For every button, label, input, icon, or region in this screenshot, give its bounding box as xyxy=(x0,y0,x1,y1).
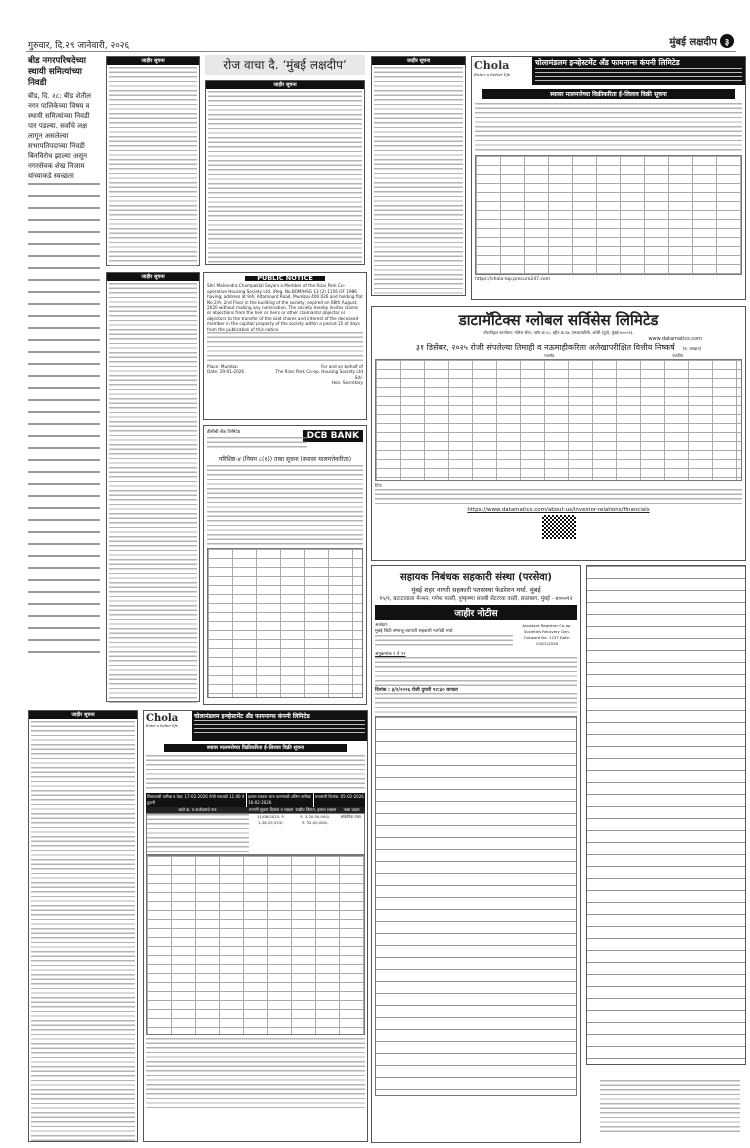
dcb-logo: DCB BANK xyxy=(303,430,363,442)
notice-2 xyxy=(106,272,200,702)
datamatics-title: ३१ डिसेंबर, २०२५ रोजी संपलेल्या तिमाही व नऊमाहीकरिता अलेखापरीक्षित वित्तीय निष्कर्ष xyxy=(415,343,675,352)
chola-address xyxy=(535,68,742,82)
issue-date: गुरुवार, दि.२९ जानेवारी, २०२६ xyxy=(28,41,130,51)
article-headline: बीड नगरपरिषदेच्या स्थायी समित्यांच्या निवडी xyxy=(28,56,86,88)
page-number: ३ xyxy=(720,34,734,48)
notice-date: Date: 29-01-2026 xyxy=(207,369,245,375)
col-reserve: राखीव किंमत, इसारा रक्कम xyxy=(295,807,337,812)
notice-1 xyxy=(106,56,200,266)
datamatics-web: www.datamatics.com xyxy=(648,336,702,342)
chola-logo-text: Chola xyxy=(474,59,510,72)
respondents-table xyxy=(375,716,577,1096)
chola-logo xyxy=(472,57,532,85)
serial-range: अनुक्रमांक १ ते ९९ xyxy=(375,652,406,657)
sahayak-nibandhak-notice xyxy=(371,565,581,1143)
notice-for: For and on behalf of xyxy=(320,364,363,370)
datamatics-address: नोंदणीकृत कार्यालय: नॉलेज सेंटर, प्लॉट क्र.५८, स्ट्रीट क्र.१७, एमआयडीसी, अंधेरी (पूर्व), मुंबई-४०००९३. xyxy=(483,330,634,335)
chola-tagline: Enter a better life xyxy=(146,724,178,728)
notice-body xyxy=(374,67,463,297)
notice-society: The Rizvi Park Co-op. Housing Society Ltd xyxy=(275,369,363,375)
auction-date: लिलावाची तारीख व वेळ: 17-02-2026 रोजी सकाळी 11.00 ते दुपारी xyxy=(147,794,245,805)
notice-secretary: Hon. Secretary xyxy=(331,380,363,386)
public-notice-more xyxy=(207,332,363,362)
respondents-table-continued xyxy=(586,565,746,1065)
dcb-bank-name: डीसीबी बँक लिमिटेड xyxy=(207,430,241,435)
applicant-name: मुंबई सिटी संभाजू व्यापारी सहकारी पतपेढी मर्या. xyxy=(375,629,454,634)
chola-company: चोलामंडलम इन्व्हेस्टमेंट अँड फायनान्स कंपनी लिमिटेड xyxy=(535,58,680,67)
notice-title: जाहीर सूचना xyxy=(206,81,364,89)
sahayak-body-2 xyxy=(375,693,577,713)
notice-body xyxy=(109,67,197,267)
sahayak-title: सहायक निबंधक सहकारी संस्था (परसेवा) xyxy=(399,572,553,583)
chola-url: https://chola-lap.procure247.com xyxy=(475,277,550,282)
notice-title: जाहीर सूचना xyxy=(107,273,199,281)
signature-block xyxy=(600,1080,740,1135)
public-notice-title: PUBLIC NOTICE xyxy=(245,276,325,281)
chola-auction-notice-bottom xyxy=(143,710,368,1142)
article-lead: बीड, दि. २८: बीड शेतील नगर पालिकेच्या विषय व स्थायी समित्यांच्या निवडी पार पडल्या. सर्वांचे लक्ष लागून असलेल्या सभापतिपदाच्या निवडी बिनविरोध झाल्या असून नगरसेवक शेख निजाम यांच्याकडे स्वच्छता xyxy=(28,92,91,180)
notice-place: Place: Mumbai xyxy=(207,364,238,370)
notice-body xyxy=(31,721,135,1141)
col-possession: ताबा प्रकार xyxy=(343,807,360,812)
public-notice-body: Shri Mahendra Champaklal Sayani a Member of the Rizvi Park Co-operative Housing Society Ltd. (Reg. No.BOM/HSG 13 (2) 1156 OF 1986 having, address at 9/A, Altamount Road, Mumbai 400 026 and holding flat No 2/A, 2nd Floor in the building of the society, expired on 08th August, 2020 without making any nomination. The society hereby invites claims or objections from the heir or heirs or other claimants/ objector or objectors to the transfer of the said shares and interest of the deceased member in the capital/ property of the society within a period 15 of days from the publication of this notice. xyxy=(207,283,363,332)
chola-body xyxy=(146,755,365,791)
row-demand: 11/08/2025, रु. 2,36,25,533/- xyxy=(257,814,285,825)
notice-title: जाहीर सूचना xyxy=(107,57,199,65)
datamatics-results xyxy=(371,306,746,561)
datamatics-company: डाटामॅटिक्स ग्लोबल सर्विसेस लिमिटेड xyxy=(458,311,659,329)
reference-stamp: Assistant Registrar Co-op. Societies Recovery Gen. Outward No: 1747 Date: 20/01/2026 xyxy=(522,623,572,646)
datamatics-unit: (रु. लाखात) xyxy=(682,346,702,351)
datamatics-note-label: टिप: xyxy=(375,484,383,489)
article-body xyxy=(28,183,100,653)
chola-auction-notice-top xyxy=(471,56,746,300)
chola-table-more xyxy=(146,855,365,1035)
sahayak-body xyxy=(375,657,577,687)
dcb-body xyxy=(207,465,363,545)
chola-logo xyxy=(144,711,192,741)
paper-name: मुंबई लक्षदीप xyxy=(669,37,717,48)
sahayak-address: १५/१, बटाटावाला मेन्शन, गणेश गल्ली, पुष्कृष्णा शास्त्री सेंटरच्या वस्ती, लालबाग, मुंबई - ४०००१२ xyxy=(379,596,573,602)
chola-company: चोलामंडलम इन्व्हेस्टमेंट अँड फायनान्स कंपनी लिमिटेड xyxy=(194,713,310,720)
col-account: खाते क्र. व कर्जदाराचे नाव xyxy=(178,807,217,812)
applicant-label: अर्जदार xyxy=(375,623,388,628)
public-notice xyxy=(203,272,367,420)
header-rule xyxy=(26,51,736,52)
chola-logo-text: Chola xyxy=(146,713,179,724)
notice-3 xyxy=(205,80,365,265)
chola-notice-title: स्थावर मालमत्तेच्या विक्रीकरिता ई-लिलाव विक्री सूचना xyxy=(482,89,735,99)
dcb-table xyxy=(207,548,363,698)
applicant-address xyxy=(375,635,513,649)
qr-code xyxy=(542,515,576,539)
notice-4 xyxy=(371,56,466,296)
masthead xyxy=(669,34,734,48)
row-account xyxy=(147,814,249,854)
chola-notice-title: स्थावर मालमत्तेच्या विक्रीकरिता ई-लिलाव विक्री सूचना xyxy=(164,744,347,752)
inspection-date: तपासणी दिनांक: 05-02-2026 xyxy=(313,793,365,807)
row-emd: रु. 32,00,000/- xyxy=(301,820,329,825)
notice-5 xyxy=(28,710,138,1142)
col-demand: मागणी सूचना दिनांक व रक्कम xyxy=(249,807,294,812)
sahayak-sub: मुंबई शहर नागरी सहकारी पतसंस्था फेडरेशन मर्या. मुंबई xyxy=(411,586,541,594)
notice-body xyxy=(208,91,362,266)
dcb-address xyxy=(207,437,307,451)
datamatics-table xyxy=(375,359,742,481)
notice-body xyxy=(109,283,197,703)
dcb-bank-notice xyxy=(203,425,367,705)
row-possession: सांकेतिक ताबा xyxy=(340,814,361,819)
chola-table xyxy=(475,155,742,275)
chola-body xyxy=(475,103,742,153)
chola-footer xyxy=(146,1038,365,1108)
news-article xyxy=(28,56,100,696)
datamatics-notes xyxy=(375,489,742,507)
chola-address xyxy=(194,720,365,736)
col-standalone: एकमेव xyxy=(544,353,555,358)
table-row xyxy=(146,813,365,855)
row-reserve: रु. 3,20,00,000/- xyxy=(300,814,331,819)
emd-date: इसारा रक्कम जमा करण्याची अंतिम तारीख: 16-02-2026 xyxy=(248,794,312,805)
notice-title: जाहीर सूचना xyxy=(372,57,465,65)
datamatics-link[interactable]: https://www.datamatics.com/about-us/investor-relations/financials xyxy=(467,507,650,513)
col-consolidated: एकत्रित xyxy=(672,353,684,358)
jahir-notice-title: जाहीर नोटीस xyxy=(375,605,577,620)
notice-sd: Sd/- xyxy=(354,374,363,380)
chola-tagline: Enter a better life xyxy=(474,72,511,77)
dcb-title: परिशिष्ट-४ (नियम ८(१)) ताबा सूचना (स्थावर मालमत्तेकरिता) xyxy=(218,456,352,463)
hearing-date: दिनांक : ३/२/२०२६ रोजी दुपारी १२:३० वाजता xyxy=(375,688,458,693)
promo-banner: रोज वाचा दै. ‘मुंबई लक्षदीप’ xyxy=(205,55,365,75)
notice-title: जाहीर सूचना xyxy=(29,711,137,719)
